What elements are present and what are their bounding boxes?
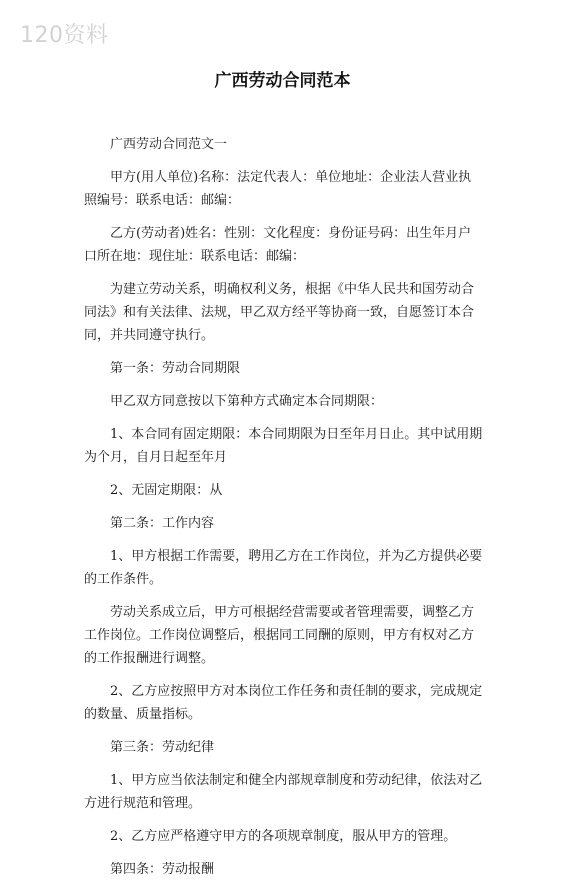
paragraph: 第二条：工作内容 — [110, 516, 215, 531]
paragraph: 广西劳动合同范文一 — [110, 137, 228, 152]
document-body — [84, 133, 484, 891]
paragraph: 乙方(劳动者)姓名：性别：文化程度：身份证号码：出生年月户口所在地：现住址：联系电话：邮编： — [84, 226, 472, 264]
paragraph: 1、甲方根据工作需要，聘用乙方在工作岗位，并为乙方提供必要的工作条件。 — [84, 549, 483, 587]
paragraph: 2、乙方应按照甲方对本岗位工作任务和责任制的要求，完成规定的数量、质量指标。 — [84, 684, 483, 722]
paragraph: 第四条：劳动报酬 — [110, 862, 215, 877]
paragraph: 为建立劳动关系，明确权利义务，根据《中华人民共和国劳动合同法》和有关法律、法规，甲乙双方经平等协商一致，自愿签订本合同，并共同遵守执行。 — [84, 282, 475, 343]
paragraph: 2、乙方应严格遵守甲方的各项规章制度，服从甲方的管理。 — [110, 829, 457, 844]
paragraph: 第一条：劳动合同期限 — [110, 361, 241, 376]
paragraph: 2、无固定期限：从 — [110, 483, 223, 498]
paragraph: 第三条：劳动纪律 — [110, 740, 215, 755]
document-title: 广西劳动合同范本 — [214, 71, 351, 91]
paragraph: 1、甲方应当依法制定和健全内部规章制度和劳动纪律，依法对乙方进行规范和管理。 — [84, 773, 483, 811]
paragraph: 劳动关系成立后，甲方可根据经营需要或者管理需要，调整乙方工作岗位。工作岗位调整后，根据同工同酬的原则，甲方有权对乙方的工作报酬进行调整。 — [84, 605, 475, 666]
paragraph: 1、本合同有固定期限：本合同期限为日至年月日止。其中试用期为个月，自月日起至年月 — [84, 427, 483, 465]
paragraph: 甲方(用人单位)名称：法定代表人：单位地址：企业法人营业执照编号：联系电话：邮编： — [84, 170, 472, 208]
watermark: 120资料 — [20, 23, 109, 48]
paragraph: 甲乙双方同意按以下第种方式确定本合同期限： — [110, 394, 384, 409]
